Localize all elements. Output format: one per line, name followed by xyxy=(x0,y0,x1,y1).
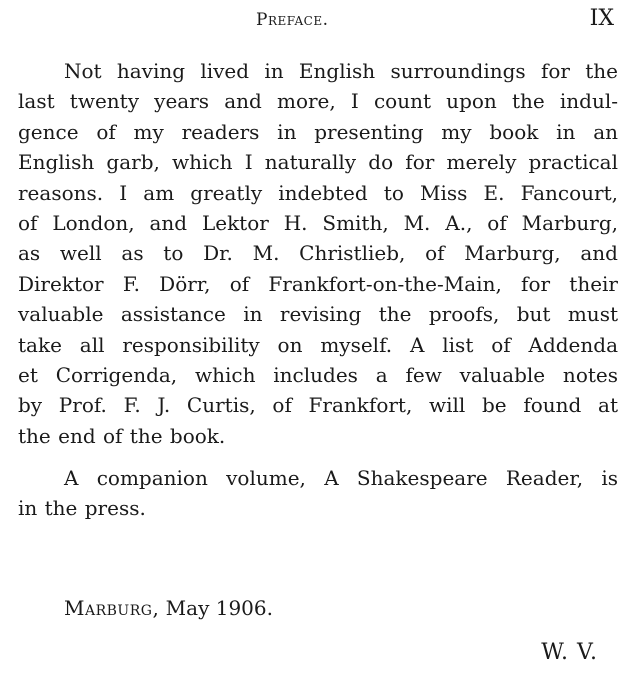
text-line: et Corrigenda, which includes a few valuable notes xyxy=(18,362,618,387)
text-line: English garb, which I naturally do for merely practical xyxy=(18,150,618,175)
text-line: Direktor F. Dörr, of Frankfort-on-the-Main, for their xyxy=(18,271,618,296)
page-number: IX xyxy=(589,6,614,31)
paragraph xyxy=(18,56,618,451)
text-line: Not having lived in English surroundings for the xyxy=(64,59,618,83)
dateline-place: Marburg, xyxy=(64,596,160,620)
running-head: Preface. xyxy=(256,10,329,30)
text-line: take all responsibility on myself. A list of Addenda xyxy=(18,332,618,357)
page-header xyxy=(0,6,628,36)
text-line: as well as to Dr. M. Christlieb, of Marburg, and xyxy=(18,241,618,266)
text-line: valuable assistance in revising the proofs, but must xyxy=(18,302,618,327)
paragraph-gap xyxy=(18,451,618,463)
text-line: A companion volume, A Shakespeare Reader, is xyxy=(64,466,618,491)
text-line: of London, and Lektor H. Smith, M. A., of Marburg, xyxy=(18,210,618,235)
dateline xyxy=(64,596,273,620)
text-line: last twenty years and more, I count upon the indul- xyxy=(18,89,618,114)
author-initials: W. V. xyxy=(541,640,598,665)
preface-body xyxy=(18,56,618,524)
text-line: by Prof. F. J. Curtis, of Frankfort, will be found at xyxy=(18,393,618,418)
text-line: the end of the book. xyxy=(18,423,226,448)
text-line: in the press. xyxy=(18,496,146,521)
text-line: reasons. I am greatly indebted to Miss E. Fancourt, xyxy=(18,180,618,205)
paragraph xyxy=(18,463,618,524)
text-line: gence of my readers in presenting my book in an xyxy=(18,119,618,144)
dateline-date: May 1906. xyxy=(165,596,273,620)
